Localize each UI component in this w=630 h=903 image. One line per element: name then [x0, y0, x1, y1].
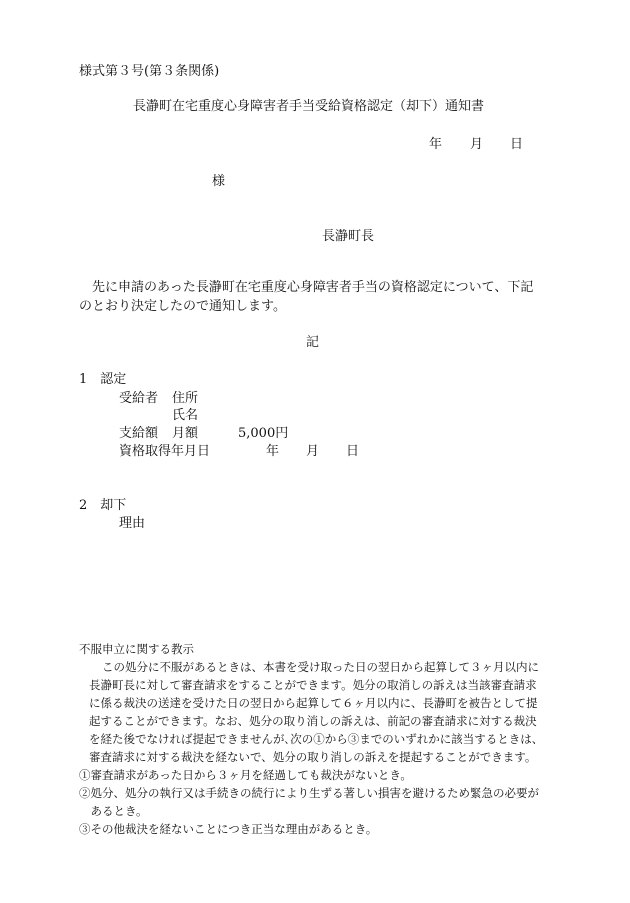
- notice-item-2-cont: あるとき。: [79, 804, 148, 818]
- notice-item-2: ②処分、処分の執行又は手続きの続行により生ずる著しい損害を避けるため緊急の必要が: [79, 786, 539, 800]
- date-month: 月: [470, 137, 484, 152]
- notice-heading: 不服申立に関する教示: [79, 642, 194, 656]
- date-year: 年: [429, 137, 443, 152]
- body-line-1: 先に申請のあった長瀞町在宅重度心身障害者手当の資格認定について、下記: [79, 280, 534, 295]
- ki-heading: 記: [306, 335, 320, 350]
- document-title: 長瀞町在宅重度心身障害者手当受給資格認定（却下）通知書: [133, 99, 485, 114]
- reason-label: 理由: [119, 516, 146, 531]
- acquired-month: 月: [306, 444, 320, 459]
- notice-item-3: ③その他裁決を経ないことにつき正当な理由があるとき。: [79, 822, 378, 836]
- section2-heading: 2 却下: [79, 498, 127, 513]
- notice-line-6: 審査請求に対する裁決を経ないで、処分の取り消しの訴えを提起することができます。: [89, 750, 537, 764]
- notice-line-5: を経た後でなければ提起できませんが､次の①から③までのいずれかに該当するときは、: [89, 732, 544, 746]
- acquired-date-label: 資格取得年月日: [119, 444, 211, 459]
- notice-line-4: 起することができます。なお、処分の取り消しの訴えは、前記の審査請求に対する裁決: [89, 714, 537, 728]
- recipient-label: 受給者: [119, 391, 159, 406]
- addressee-honorific: 様: [212, 174, 226, 189]
- notice-item-1: ①審査請求があった日から３ヶ月を経過しても裁決がないとき。: [79, 768, 412, 782]
- notice-line-2: 長瀞町長に対して審査請求をすることができます。処分の取消しの訴えは当該審査請求: [89, 678, 537, 692]
- notice-line-3: に係る裁決の送達を受けた日の翌日から起算して６ヶ月以内に、長瀞町を被告として提: [89, 696, 538, 710]
- sender-name: 長瀞町長: [322, 229, 375, 244]
- amount-label: 支給額: [119, 426, 159, 441]
- amount-period: 月額: [172, 426, 199, 441]
- name-label: 氏名: [172, 408, 199, 423]
- address-label: 住所: [172, 391, 199, 406]
- acquired-year: 年: [266, 444, 280, 459]
- notice-line-1: この処分に不服があるときは、本書を受け取った日の翌日から起算して３ヶ月以内に: [102, 660, 539, 674]
- section1-heading: 1 認定: [79, 372, 127, 387]
- body-line-2: のとおり決定したので通知します。: [79, 299, 286, 314]
- acquired-day: 日: [346, 444, 360, 459]
- amount-value: 5,000円: [238, 426, 289, 441]
- date-day: 日: [510, 137, 524, 152]
- form-number: 様式第３号(第３条関係): [79, 64, 220, 79]
